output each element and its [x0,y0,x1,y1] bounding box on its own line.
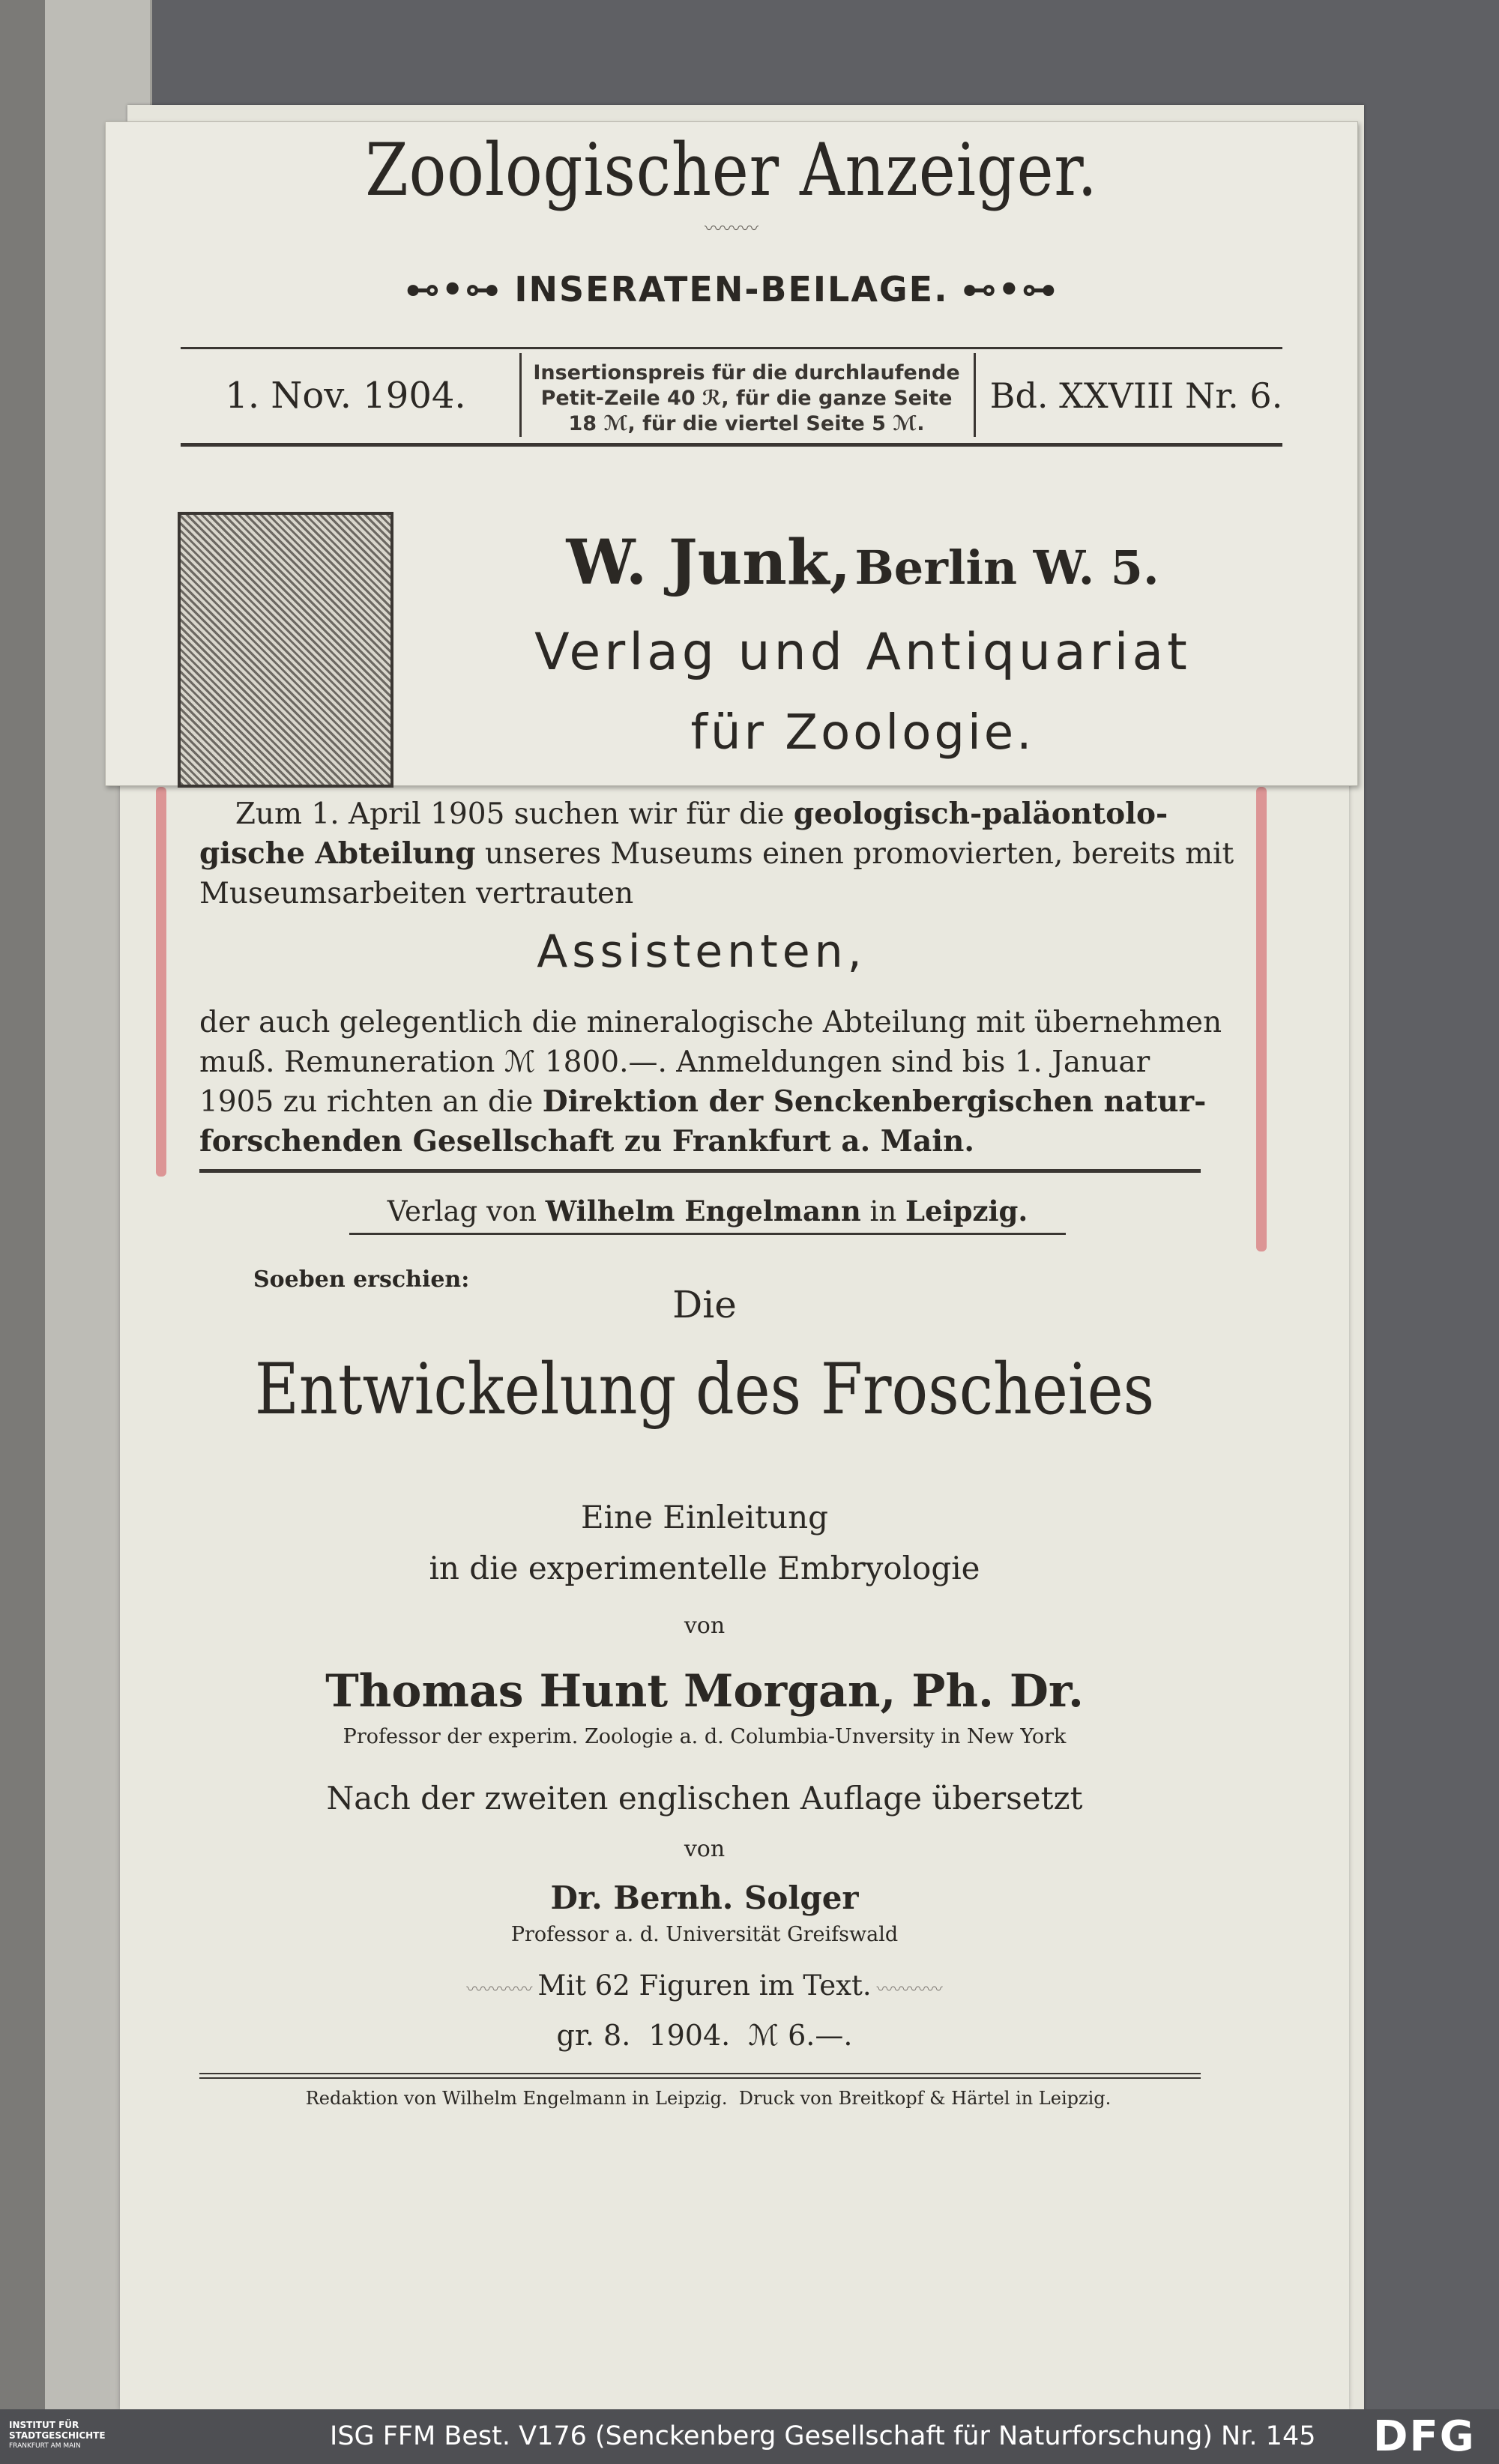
ad-line: Museumsarbeiten vertrauten [199,877,634,911]
figures-text: Mit 62 Figuren im Text. [537,1969,872,2002]
publisher-text: in [860,1195,905,1228]
ad-line: muß. Remuneration ℳ 1800.—. Anmeldungen sind bis 1. Januar [199,1045,1150,1079]
junk-business: Verlag und Antiquariat [534,623,1191,682]
ad-bold-text: geologisch-paläontolo- [793,797,1168,831]
institute-logo-text [9,2420,106,2451]
book-translator: Dr. Bernh. Solger [550,1879,859,1916]
right-ornament: ⊷•⊶ [948,269,1058,309]
ad-line [199,794,1204,834]
price-line-3: 18 ℳ, für die viertel Seite 5 ℳ. [568,412,925,435]
institute-line-3: FRANKFURT AM MAIN [9,2442,81,2450]
translator-title: Professor a. d. Universität Greifswald [510,1923,899,1946]
ad-line [199,1082,1207,1122]
ad-line: forschenden Gesellschaft zu Frankfurt a. Main. [199,1124,974,1159]
assistant-ad-paragraph-1 [199,794,1234,914]
divider-left [519,353,522,437]
red-pencil-mark-left [156,787,166,1177]
ad-line [199,834,1234,874]
publisher-city: Leipzig. [905,1195,1028,1228]
publisher-name: Wilhelm Engelmann [545,1195,861,1228]
archive-caption: ISG FFM Best. V176 (Senckenberg Gesellschaft für Naturforschung) Nr. 145 [330,2421,1316,2451]
section-rule [199,1169,1201,1173]
ad-bold-text: Direktion der Senckenbergischen natur- [542,1084,1207,1119]
soeben-erschien: Soeben erschien: [253,1266,470,1293]
price-line-2: Petit-Zeile 40 ℛ, für die ganze Seite [540,387,953,410]
archive-footer-bar [0,2409,1499,2464]
assistant-heading: Assistenten, [537,925,866,978]
institute-line-1: INSTITUT FÜR [9,2420,79,2430]
journal-title: Zoologischer Anzeiger. [365,128,1098,212]
rule-bottom [181,443,1282,447]
dfg-logo: DFG [1373,2412,1476,2461]
book-author: Thomas Hunt Morgan, Ph. Dr. [325,1665,1084,1718]
inseraten-beilage-heading [106,269,1357,309]
assistant-ad-paragraph-2 [199,1003,1222,1162]
publisher-underline [349,1233,1066,1235]
imprint-rule-1 [199,2073,1201,2074]
publisher-line [349,1195,1066,1228]
ad-text: unseres Museums einen promovierten, bereits mit [475,837,1234,871]
junk-name-line [420,527,1305,599]
divider-right [974,353,976,437]
author-title: Professor der experim. Zoologie a. d. Columbia-Unversity in New York [343,1725,1067,1748]
ad-text: 1905 zu richten an die [199,1085,543,1119]
book-subtitle-2: in die experimentelle Embryologie [429,1550,980,1586]
von-label: von [684,1613,726,1639]
ad-bold-text: gische Abteilung [199,836,476,871]
issue-date: 1. Nov. 1904. [225,375,466,417]
von-label: von [684,1836,726,1862]
book-article: Die [672,1283,737,1326]
red-pencil-mark-right [1256,787,1267,1251]
left-ornament: ⊷•⊶ [405,269,515,309]
publisher-text: Verlag von [387,1195,546,1228]
institute-line-2: STADTGESCHICHTE [9,2430,106,2441]
junk-place: Berlin W. 5. [854,540,1159,595]
imprint: Redaktion von Wilhelm Engelmann in Leipzig. Druck von Breitkopf & Härtel in Leipzig. [305,2088,1112,2109]
beilage-label: INSERATEN-BEILAGE. [514,269,949,309]
top-slip [105,121,1358,786]
volume-number: Bd. XXVIII Nr. 6. [989,375,1283,416]
binding-strip [0,0,45,2409]
imprint-rule-2 [199,2077,1201,2079]
woodcut-scholar-image [178,512,393,788]
right-ornament: 〰〰〰〰 [871,1981,943,1999]
translation-note: Nach der zweiten englischen Auflage übersetzt [326,1780,1083,1817]
ad-line: der auch gelegentlich die mineralogische Abteilung mit übernehmen [199,1006,1222,1039]
price-notice [525,360,968,437]
price-line-1: Insertionspreis für die durchlaufende [533,361,960,384]
figures-line [120,1969,1289,2002]
left-ornament: 〰〰〰〰 [466,1981,538,1999]
book-title: Entwickelung des Froscheies [254,1349,1155,1431]
book-price: gr. 8. 1904. ℳ 6.—. [556,2019,853,2052]
book-subtitle-1: Eine Einleitung [580,1499,829,1536]
ad-text: Zum 1. April 1905 suchen wir für die [235,797,794,831]
junk-name: W. Junk, [566,527,851,599]
rule-top [181,347,1282,349]
junk-subject: für Zoologie. [690,705,1035,761]
title-ornament: 〰〰〰 [705,218,758,239]
